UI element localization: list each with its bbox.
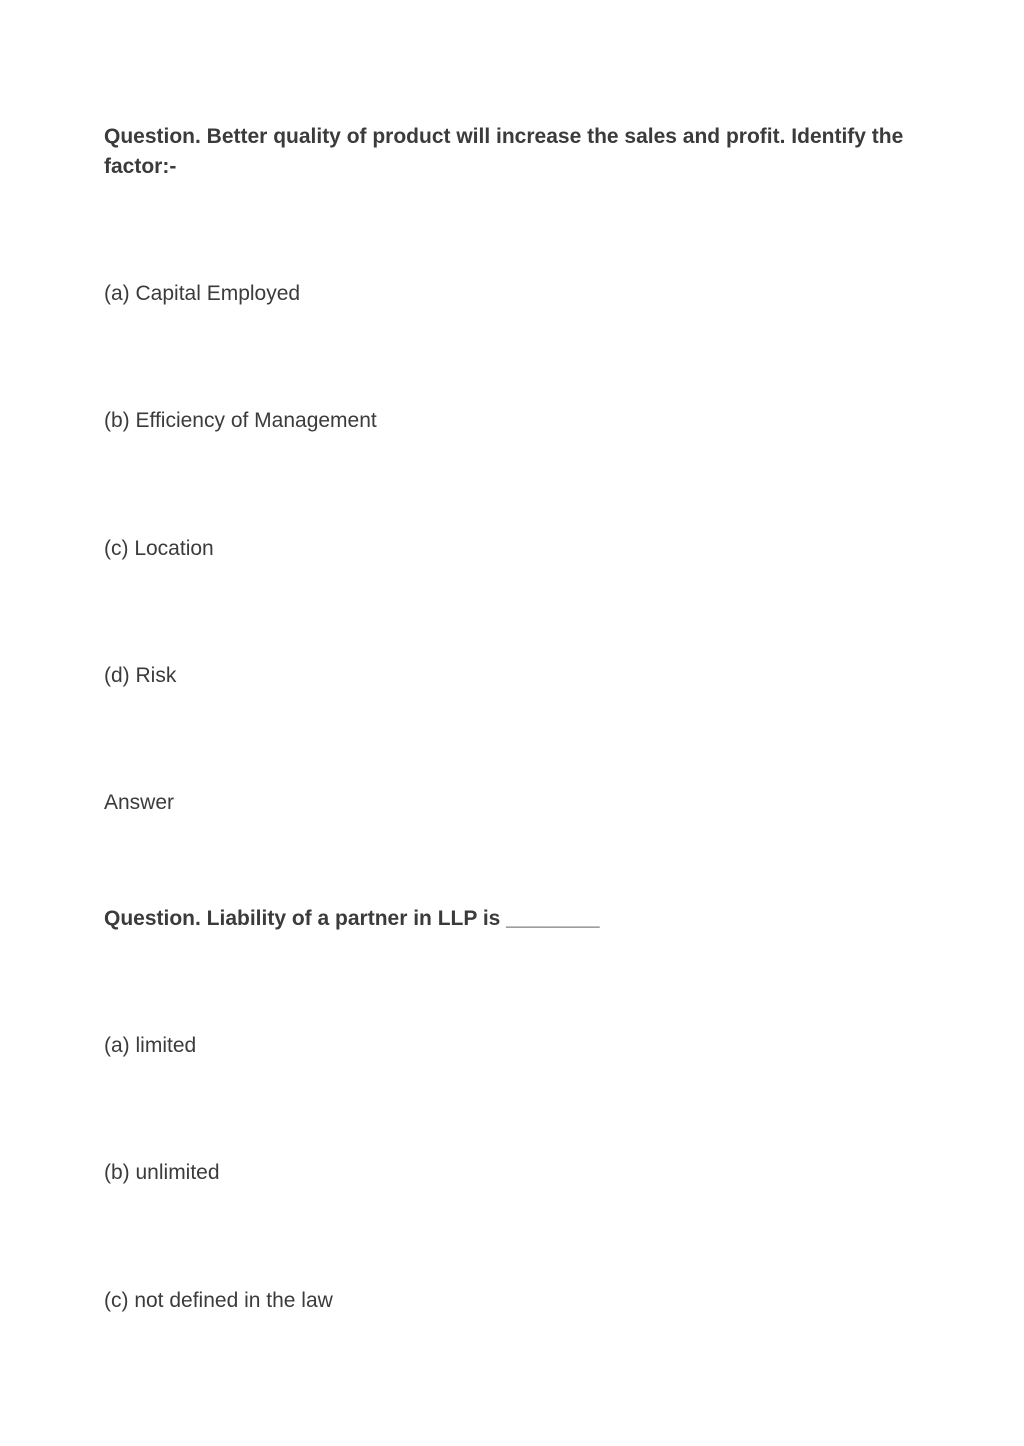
question-2-option-b: (b) unlimited xyxy=(104,1161,220,1184)
question-2-text: Question. Liability of a partner in LLP is ________ xyxy=(104,907,600,930)
question-2-option-c: (c) not defined in the law xyxy=(104,1289,333,1312)
question-1-option-b: (b) Efficiency of Management xyxy=(104,409,377,432)
question-1-option-c: (c) Location xyxy=(104,537,214,560)
question-1-text: Question. Better quality of product will increase the sales and profit. Identify the factor:- xyxy=(104,125,904,178)
question-1-answer-label: Answer xyxy=(104,791,175,814)
question-1-option-d: (d) Risk xyxy=(104,664,177,687)
question-1-option-a: (a) Capital Employed xyxy=(104,282,301,305)
question-2-option-a: (a) limited xyxy=(104,1034,197,1057)
